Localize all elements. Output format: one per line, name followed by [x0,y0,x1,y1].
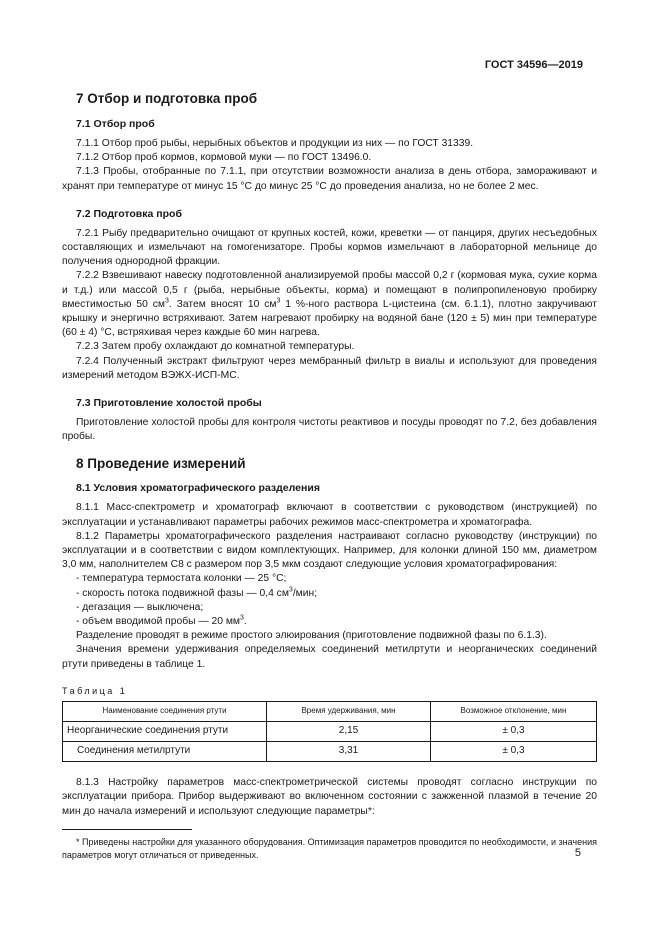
paragraph-8-1-3: 8.1.3 Настройку параметров масс-спектрометрической системы проводят согласно инструкции по эксплуатации прибора. Прибор выдерживают во включенном состоянии с зажженной плазмой в течение 20 мин до начала измерений и используют следующие параметры*: [62,777,597,817]
paragraph-7-1-3: 7.1.3 Пробы, отобранные по 7.1.1, при отсутствии возможности анализа в день отбора, замораживают и хранят при температуре от минус 15 °С до минус 25 °С до проведения анализа, но не более 2 мес. [62,166,597,192]
table-header-cell: Время удерживания, мин [267,702,431,722]
subsection-7-1-title: 7.1 Отбор проб [76,118,155,130]
table-header-row [63,702,597,722]
page-number: 5 [574,847,581,859]
list-item: - скорость потока подвижной фазы — 0,4 $см^3$/мин; [76,586,318,599]
paragraph-7-2-2: 7.2.2 Взвешивают навеску подготовленной анализируемой пробы массой 0,2 г (кормовая мука, сухие корма и т.д.) или массой 0,5 г (рыба, нерыбные объекты, корма) и помещают в полипропиленовую пробирку вместимостью 50 $см^3$. Затем вносят 10 $см^3$ 1 %-ного раствора L-цистеина (см. 6.1.1), плотно закручивают крышку и энергично встряхивают. Затем нагревают пробирку на водяной бане (120 ± 5) мин при температуре (60 ± 4) °С, встряхивая через каждые 60 мин нагрева. [62,270,598,339]
paragraph-7-1-2: 7.1.2 Отбор проб кормов, кормовой муки — по ГОСТ 13496.0. [76,152,372,164]
table-cell: Неорганические соединения ртути [63,722,267,742]
footnote: * Приведены настройки для указанного оборудования. Оптимизация параметров проводится по необходимости, и значения параметров могут отличаться от приведенных. [62,836,597,860]
table-cell: ± 0,3 [431,742,597,762]
section-7-title: 7 Отбор и подготовка проб [76,91,258,106]
document-header: ГОСТ 34596—2019 [484,59,583,71]
table-header-cell: Возможное отклонение, мин [431,702,597,722]
table-caption: Таблица 1 [62,685,128,696]
table-row [63,742,597,762]
table-header-cell: Наименование соединения ртути [63,702,267,722]
table-cell: 3,31 [267,742,431,762]
paragraph-retention: Значения времени удерживания определяемых соединений метилртути и неорганических соединений ртути приведены в таблице 1. [62,644,597,670]
paragraph-8-1-2: 8.1.2 Параметры хроматографического разделения настраивают согласно руководству (инструкции) по эксплуатации и в соответствии с видом комплектующих. Например, для колонки длиной 150 мм, диаметром 3,0 мм, наполнителем С8 с размером пор 3,5 мкм создают следующие условия хроматографирования: [62,530,597,571]
list-item: - дегазация — выключена; [76,601,204,613]
paragraph-7-3: Приготовление холостой пробы для контроля чистоты реактивов и посуды проводят по 7.2, без добавления пробы. [62,417,597,443]
table-row [63,722,597,742]
paragraph-7-2-4: 7.2.4 Полученный экстракт фильтруют через мембранный фильтр в виалы и используют для проведения измерений методом ВЭЖХ-ИСП-МС. [62,355,597,381]
subsection-8-1-title: 8.1 Условия хроматографического разделения [76,482,320,495]
subsection-7-3-title: 7.3 Приготовление холостой пробы [76,397,262,410]
table-cell: ± 0,3 [431,722,597,742]
chromatography-conditions-list [62,572,597,629]
paragraph-7-2-3: 7.2.3 Затем пробу охлаждают до комнатной температуры. [76,341,355,353]
table-cell: 2,15 [267,722,431,742]
paragraph-7-1-1: 7.1.1 Отбор проб рыбы, нерыбных объектов и продукции из них — по ГОСТ 31339. [76,138,474,149]
paragraph-elution: Разделение проводят в режиме простого элюирования (приготовление подвижной фазы по 6.1.3). [76,630,547,642]
page-content [62,90,597,862]
section-8-title: 8 Проведение измерений [76,456,246,472]
retention-time-table [62,701,597,762]
paragraph-8-1-1: 8.1.1 Масс-спектрометр и хроматограф включают в соответствии с руководством (инструкцией) по эксплуатации и устанавливают параметры рабочих режимов масс-спектрометра и хроматографа. [62,502,597,528]
list-item: - температура термостата колонки — 25 °С; [76,573,287,585]
table-cell: Соединения метилртути [63,742,267,762]
footnote-divider [62,829,192,830]
paragraph-7-2-1: 7.2.1 Рыбу предварительно очищают от крупных костей, кожи, креветки — от панциря, других несъедобных составляющих и измельчают на гомогенизаторе. Пробы кормов измельчают в лабораторной мельнице до получения однородной фракции. [62,227,597,268]
subsection-7-2-title: 7.2 Подготовка проб [76,207,182,220]
list-item: - объем вводимой пробы — 20 $мм^3$. [76,614,247,628]
